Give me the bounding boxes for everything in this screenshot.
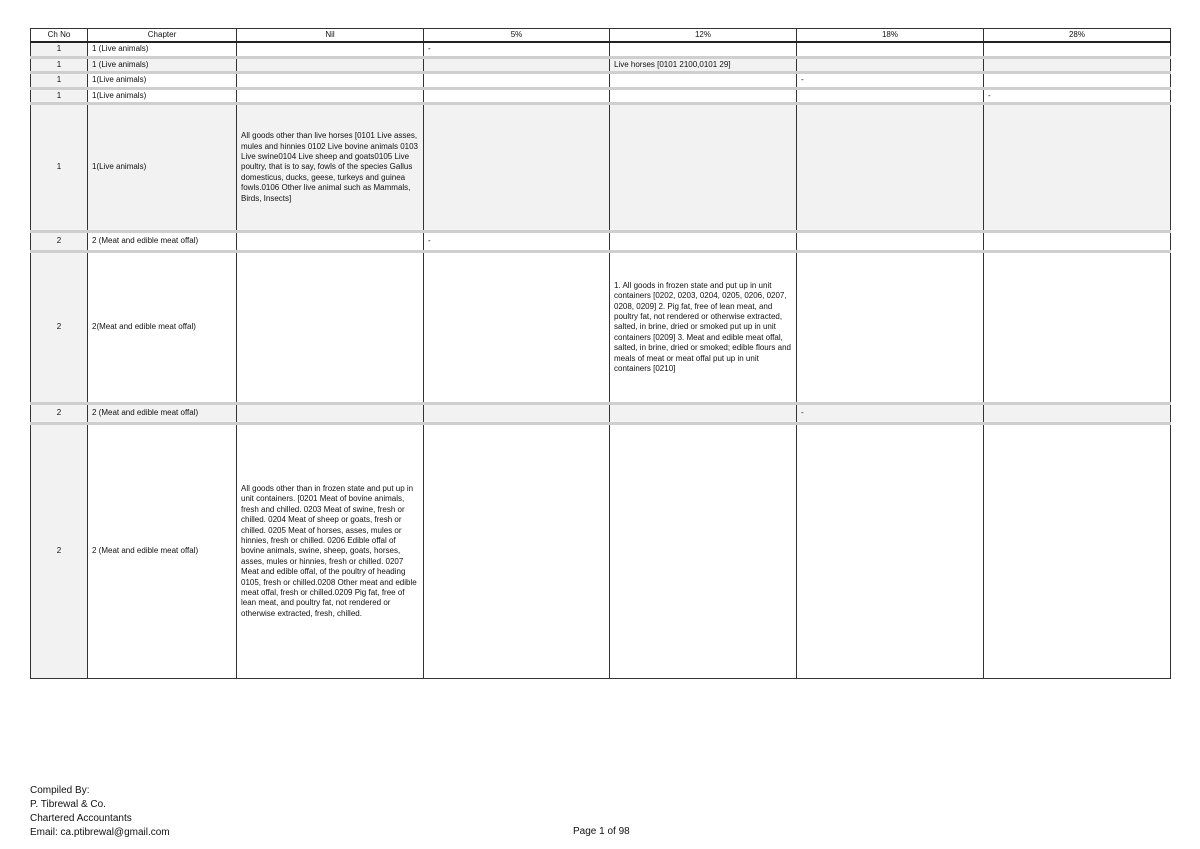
table-row — [31, 232, 1171, 252]
table-row — [31, 73, 1171, 88]
chapter-cell: 2(Meat and edible meat offal) — [88, 252, 237, 404]
rate-28-cell — [984, 104, 1171, 232]
rate-28-cell — [984, 232, 1171, 252]
rate-12-cell — [610, 42, 797, 57]
gst-rate-table — [30, 28, 1171, 679]
ch-no-cell: 2 — [31, 404, 88, 424]
table-row — [31, 42, 1171, 57]
rate-12-cell: Live horses [0101 2100,0101 29] — [610, 57, 797, 72]
rate-12-cell — [610, 88, 797, 103]
rate-18-cell — [797, 104, 984, 232]
header-ch-no: Ch No — [31, 29, 88, 43]
rate-18-cell — [797, 232, 984, 252]
rate-12-cell — [610, 424, 797, 679]
chapter-cell: 1(Live animals) — [88, 73, 237, 88]
nil-cell: All goods other than in frozen state and put up in unit containers. [0201 Meat of bovine animals, fresh and chilled. 0203 Meat of swine, fresh or chilled. 0204 Meat of sheep or goats, fresh or chilled. 0205 Meat of horses, asses, mules or hinnies, fresh or chilled. 0206 Edible offal of bovine animals, swine, sheep, goats, horses, asses, mules or hinnies, fresh or chilled. 0207 Meat and edible offal, of the poultry of heading 0105, fresh or chilled.0208 Other meat and edible meat offal, fresh or chilled.0209 Pig fat, free of lean meat, and poultry fat, not rendered or otherwise extracted, fresh, chilled. — [237, 424, 424, 679]
rate-12-cell — [610, 104, 797, 232]
rate-18-cell — [797, 424, 984, 679]
ch-no-cell: 2 — [31, 252, 88, 404]
header-chapter: Chapter — [88, 29, 237, 43]
rate-5-cell — [424, 104, 610, 232]
nil-cell — [237, 42, 424, 57]
table-row — [31, 404, 1171, 424]
ch-no-cell: 2 — [31, 232, 88, 252]
firm-name: P. Tibrewal & Co. — [30, 799, 106, 810]
chapter-cell: 1(Live animals) — [88, 104, 237, 232]
rate-28-cell — [984, 57, 1171, 72]
compiled-by-label: Compiled By: — [30, 785, 90, 796]
rate-12-cell — [610, 73, 797, 88]
rate-5-cell — [424, 88, 610, 103]
header-nil: Nil — [237, 29, 424, 43]
rate-12-cell: 1. All goods in frozen state and put up in unit containers [0202, 0203, 0204, 0205, 0206, 0207, 0208, 0209] 2. Pig fat, free of lean meat, and poultry fat, not rendered or otherwise extracted, salted, in brine, dried or smoked put up in unit containers [0209] 3. Meat and edible meat offal, salted, in brine, dried or smoked; edible flours and meals of meat or meat offal put up in unit containers [0210] — [610, 252, 797, 404]
header-12-percent: 12% — [610, 29, 797, 43]
firm-profession: Chartered Accountants — [30, 813, 132, 824]
rate-5-cell — [424, 73, 610, 88]
nil-cell — [237, 88, 424, 103]
ch-no-cell: 2 — [31, 424, 88, 679]
header-row — [31, 29, 1171, 43]
chapter-cell: 2 (Meat and edible meat offal) — [88, 404, 237, 424]
table-row — [31, 424, 1171, 679]
chapter-cell: 2 (Meat and edible meat offal) — [88, 424, 237, 679]
nil-cell — [237, 404, 424, 424]
rate-5-cell — [424, 424, 610, 679]
nil-cell — [237, 57, 424, 72]
chapter-cell: 1 (Live animals) — [88, 57, 237, 72]
rate-5-cell: - — [424, 42, 610, 57]
ch-no-cell: 1 — [31, 73, 88, 88]
ch-no-cell: 1 — [31, 88, 88, 103]
header-5-percent: 5% — [424, 29, 610, 43]
rate-5-cell — [424, 57, 610, 72]
rate-12-cell — [610, 232, 797, 252]
chapter-cell: 2 (Meat and edible meat offal) — [88, 232, 237, 252]
rate-28-cell — [984, 252, 1171, 404]
rate-5-cell — [424, 252, 610, 404]
rate-18-cell — [797, 252, 984, 404]
rate-18-cell: - — [797, 404, 984, 424]
compiler-footer — [30, 784, 170, 840]
table-row — [31, 88, 1171, 103]
header-28-percent: 28% — [984, 29, 1171, 43]
header-18-percent: 18% — [797, 29, 984, 43]
rate-28-cell — [984, 404, 1171, 424]
ch-no-cell: 1 — [31, 57, 88, 72]
table-row — [31, 57, 1171, 72]
table-row — [31, 104, 1171, 232]
rate-5-cell: - — [424, 232, 610, 252]
rate-18-cell — [797, 88, 984, 103]
ch-no-cell: 1 — [31, 42, 88, 57]
ch-no-cell: 1 — [31, 104, 88, 232]
nil-cell — [237, 232, 424, 252]
rate-18-cell — [797, 42, 984, 57]
rate-18-cell: - — [797, 73, 984, 88]
rate-28-cell — [984, 424, 1171, 679]
nil-cell — [237, 252, 424, 404]
nil-cell: All goods other than live horses [0101 Live asses, mules and hinnies 0102 Live bovine animals 0103 Live swine0104 Live sheep and goats0105 Live poultry, that is to say, fowls of the species Gallus domesticus, ducks, geese, turkeys and guinea fowls.0106 Other live animal such as Mammals, Birds, Insects] — [237, 104, 424, 232]
chapter-cell: 1(Live animals) — [88, 88, 237, 103]
chapter-cell: 1 (Live animals) — [88, 42, 237, 57]
table-row — [31, 252, 1171, 404]
nil-cell — [237, 73, 424, 88]
rate-28-cell: - — [984, 88, 1171, 103]
rate-28-cell — [984, 42, 1171, 57]
firm-email: Email: ca.ptibrewal@gmail.com — [30, 827, 170, 838]
rate-5-cell — [424, 404, 610, 424]
rate-28-cell — [984, 73, 1171, 88]
rate-18-cell — [797, 57, 984, 72]
rate-12-cell — [610, 404, 797, 424]
page-number: Page 1 of 98 — [573, 826, 630, 837]
